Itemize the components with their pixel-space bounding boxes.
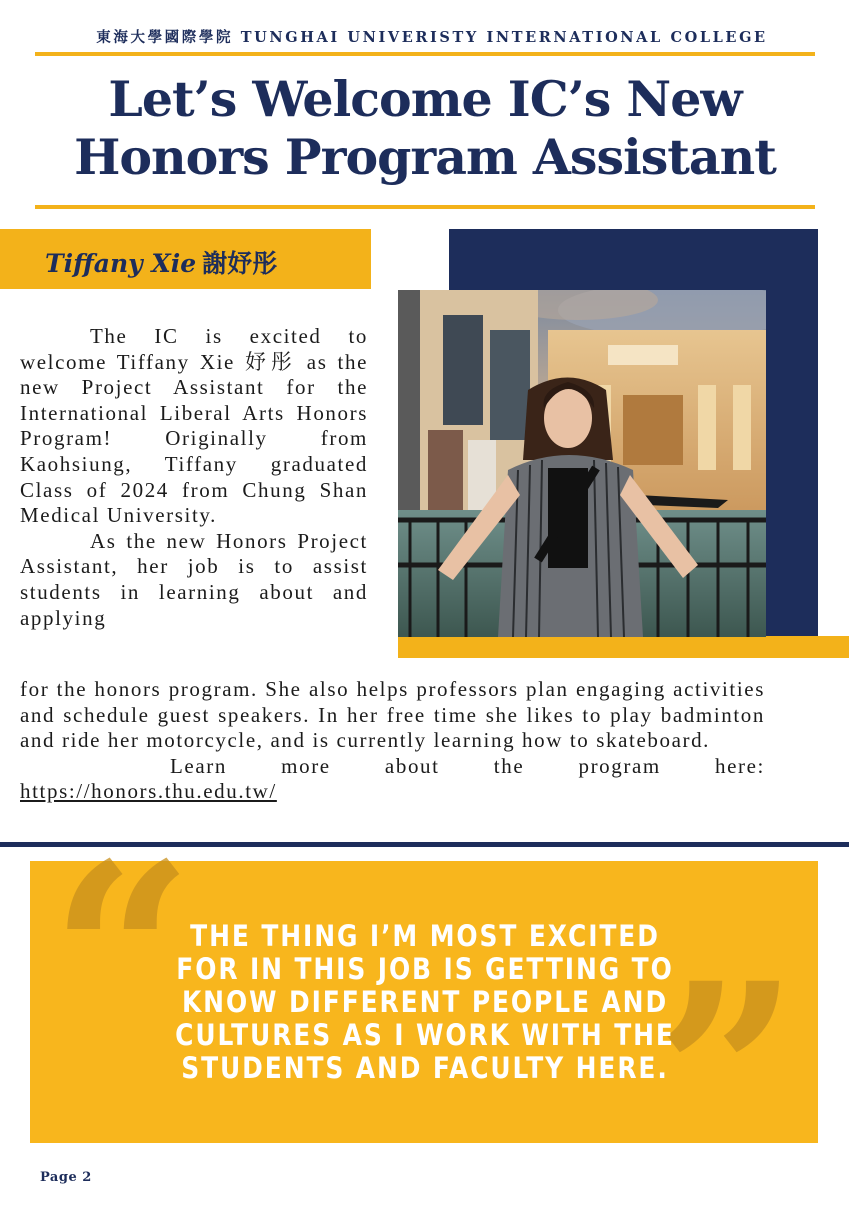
intro-column xyxy=(20,324,368,631)
title-divider xyxy=(35,205,815,209)
profile-name-en: Tiffany Xie xyxy=(45,249,197,278)
photo-accent-strip xyxy=(398,636,849,658)
profile-photo xyxy=(398,290,766,637)
title-line-2: Honors Program Assistant xyxy=(74,128,776,186)
learn-more-text: Learn more about the program here: xyxy=(170,753,765,778)
open-quote-icon: “ xyxy=(50,808,194,1102)
page-title xyxy=(30,70,820,186)
close-quote-icon: ” xyxy=(655,928,799,1222)
college-name-en: TUNGHAI UNIVERISTY INTERNATIONAL COLLEGE xyxy=(240,29,768,46)
continued-text xyxy=(20,677,765,805)
college-header xyxy=(52,26,812,47)
page-number: Page 2 xyxy=(40,1170,92,1185)
title-line-1: Let’s Welcome IC’s New xyxy=(108,70,742,128)
intro-paragraph: The IC is excited to welcome Tiffany Xie 妤彤 as the new Project Assistant for the International Liberal Arts Honors Program! Originally from Kaohsiung, Tiffany graduated Class of 2024 from Chung Shan Medical University. xyxy=(20,324,368,528)
profile-name xyxy=(45,244,277,280)
header-divider xyxy=(35,52,815,56)
program-link[interactable]: https://honors.thu.edu.tw/ xyxy=(20,779,277,804)
role-paragraph: As the new Honors Project Assistant, her job is to assist students in learning about and applying xyxy=(20,528,368,630)
role-continued-paragraph: for the honors program. She also helps professors plan engaging activities and schedule guest speakers. In her free time she likes to play badminton and ride her motorcycle, and is currently learning how to skateboard. xyxy=(20,677,765,753)
college-name-zh: 東海大學國際學院 xyxy=(96,29,234,46)
profile-name-zh: 謝妤彤 xyxy=(202,249,278,278)
pull-quote: THE THING I’M MOST EXCITED FOR IN THIS JOB IS GETTING TO KNOW DIFFERENT PEOPLE AND CULTURES AS I WORK WITH THE STUDENTS AND FACULTY HERE. xyxy=(175,919,675,1085)
